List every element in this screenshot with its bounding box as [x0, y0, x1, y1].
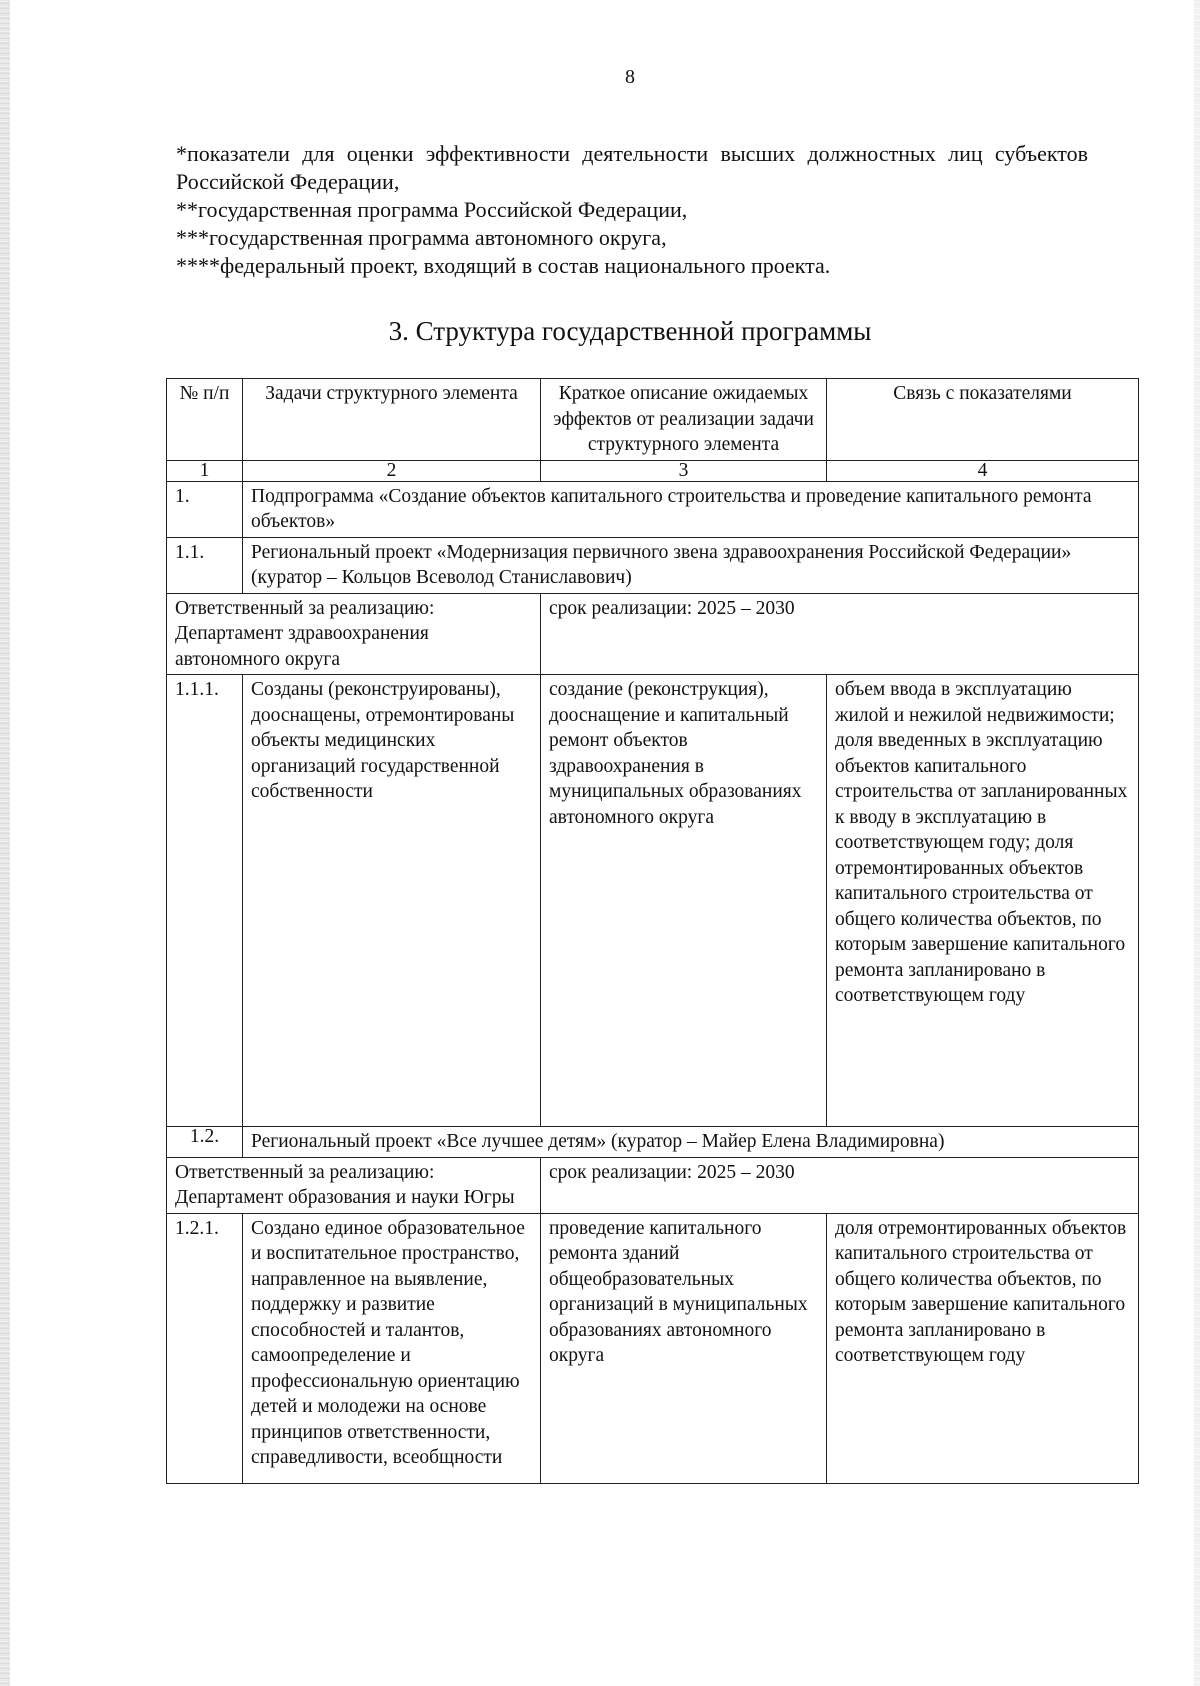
table-row-project-1-1	[167, 537, 1139, 593]
table-row-task-1-2-1	[167, 1213, 1139, 1483]
table-row-responsible-1-2	[167, 1157, 1139, 1213]
column-number-1: 1	[167, 460, 243, 481]
effect-cell: проведение капитального ремонта зданий общеобразовательных организаций в муниципальных образованиях автономного округа	[541, 1213, 827, 1483]
section-title: 3. Структура государственной программы	[388, 316, 872, 346]
structure-table	[166, 378, 1139, 1484]
header-row	[167, 379, 1139, 461]
indicators-cell: объем ввода в эксплуатацию жилой и нежилой недвижимости; доля введенных в эксплуатацию объектов капитального строительства от запланированных к вводу в эксплуатацию в соответствующем году; доля отремонтированных объектов капитального строительства от общего количества объектов, по которым завершение капитального ремонта запланировано в соответствующем году	[827, 675, 1139, 1127]
row-number: 1.1.1.	[167, 675, 243, 1127]
footnote-3: ***государственная программа автономного округа,	[176, 225, 667, 250]
footnote-2: **государственная программа Российской Федерации,	[176, 197, 688, 222]
task-cell: Созданы (реконструированы), дооснащены, отремонтированы объекты медицинских организаций государственной собственности	[243, 675, 541, 1127]
task-cell: Создано единое образовательное и воспитательное пространство, направленное на выявление, поддержку и развитие способностей и талантов, самоопределение и профессиональную ориентацию детей и молодежи на основе принципов ответственности, справедливости, всеобщности	[243, 1213, 541, 1483]
scan-edge-right	[1194, 0, 1200, 1686]
row-number: 1.	[167, 481, 243, 537]
effect-cell: создание (реконструкция), дооснащение и капитальный ремонт объектов здравоохранения в муниципальных образованиях автономного округа	[541, 675, 827, 1127]
table-row-project-1-2	[167, 1127, 1139, 1158]
term-cell: срок реализации: 2025 – 2030	[541, 593, 1139, 675]
header-cell-indicators: Связь с показателями	[827, 379, 1139, 461]
column-number-row	[167, 460, 1139, 481]
header-cell-effect: Краткое описание ожидаемых эффектов от реализации задачи структурного элемента	[541, 379, 827, 461]
indicators-cell: доля отремонтированных объектов капитального строительства от общего количества объектов, по которым завершение капитального ремонта запланировано в соответствующем году	[827, 1213, 1139, 1483]
footnotes	[176, 140, 1088, 280]
header-cell-number: № п/п	[167, 379, 243, 461]
project-title: Региональный проект «Все лучшее детям» (куратор – Майер Елена Владимировна)	[243, 1127, 1139, 1158]
column-number-3: 3	[541, 460, 827, 481]
column-number-2: 2	[243, 460, 541, 481]
header-cell-task: Задачи структурного элемента	[243, 379, 541, 461]
table-row-responsible-1-1	[167, 593, 1139, 675]
project-title: Региональный проект «Модернизация первичного звена здравоохранения Российской Федерации» (куратор – Кольцов Всеволод Станиславович)	[243, 537, 1139, 593]
term-cell: срок реализации: 2025 – 2030	[541, 1157, 1139, 1213]
page-number: 8	[625, 66, 635, 88]
subprogram-title: Подпрограмма «Создание объектов капитального строительства и проведение капитального ремонта объектов»	[243, 481, 1139, 537]
scan-edge-left	[0, 0, 10, 1686]
column-number-4: 4	[827, 460, 1139, 481]
table-row-task-1-1-1	[167, 675, 1139, 1127]
footnote-1: *показатели для оценки эффективности деятельности высших должностных лиц субъектов Российской Федерации,	[176, 141, 1088, 194]
table-row-subprogram-1	[167, 481, 1139, 537]
row-number: 1.2.	[167, 1127, 243, 1158]
responsible-cell: Ответственный за реализацию: Департамент здравоохранения автономного округа	[167, 593, 541, 675]
row-number: 1.1.	[167, 537, 243, 593]
footnote-4: ****федеральный проект, входящий в состав национального проекта.	[176, 253, 831, 278]
row-number: 1.2.1.	[167, 1213, 243, 1483]
responsible-cell: Ответственный за реализацию: Департамент образования и науки Югры	[167, 1157, 541, 1213]
